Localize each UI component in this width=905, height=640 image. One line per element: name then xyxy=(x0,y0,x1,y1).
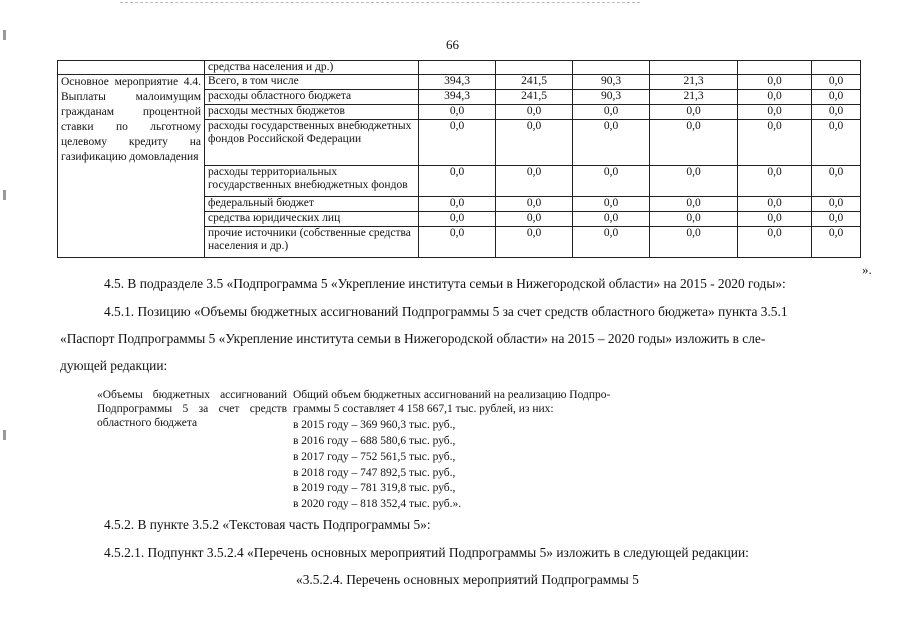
value-cell: 0,0 xyxy=(496,166,573,197)
value-cell: 0,0 xyxy=(573,227,650,258)
value-cell: 0,0 xyxy=(738,90,812,105)
year-line: в 2019 году – 781 319,8 тыс. руб., xyxy=(293,482,456,494)
value-cell: 0,0 xyxy=(650,227,738,258)
value-cell: 0,0 xyxy=(496,227,573,258)
value-cell: 0,0 xyxy=(812,166,861,197)
paragraph-3-5-2-4-heading: «3.5.2.4. Перечень основных мероприятий Подпрограммы 5 xyxy=(296,572,639,587)
funding-table xyxy=(57,60,861,258)
value-cell: 90,3 xyxy=(573,90,650,105)
table-cell xyxy=(812,61,861,75)
value-cell: 0,0 xyxy=(738,212,812,227)
paragraph-4-5-1-line1: 4.5.1. Позицию «Объемы бюджетных ассигнований Подпрограммы 5 за счет средств областного бюджета» пункта 3.5.1 xyxy=(104,304,788,319)
value-cell: 0,0 xyxy=(573,120,650,166)
paragraph-4-5-2-1: 4.5.2.1. Подпункт 3.5.2.4 «Перечень основных мероприятий Подпрограммы 5» изложить в следующей редакции: xyxy=(104,545,749,560)
row-label: средства юридических лиц xyxy=(205,212,419,227)
value-cell: 21,3 xyxy=(650,90,738,105)
row-label: расходы территориальных государственных внебюджетных фондов xyxy=(205,166,419,197)
paragraph-4-5-1-line3: дующей редакции: xyxy=(60,358,168,373)
table-cell xyxy=(496,61,573,75)
closing-quote: ». xyxy=(862,262,872,277)
value-cell: 0,0 xyxy=(738,197,812,212)
value-cell: 0,0 xyxy=(812,212,861,227)
year-line: в 2017 году – 752 561,5 тыс. руб., xyxy=(293,451,456,463)
value-cell: 394,3 xyxy=(419,75,496,90)
table-cell xyxy=(738,61,812,75)
value-cell: 241,5 xyxy=(496,75,573,90)
table-cell: средства населения и др.) xyxy=(205,61,419,75)
year-line: в 2015 году – 369 960,3 тыс. руб., xyxy=(293,419,456,431)
value-cell: 21,3 xyxy=(650,75,738,90)
value-cell: 0,0 xyxy=(650,197,738,212)
paragraph-4-5: 4.5. В подразделе 3.5 «Подпрограмма 5 «Укрепление института семьи в Нижегородской области» на 2015 - 2020 годы»: xyxy=(104,276,786,291)
value-cell: 0,0 xyxy=(738,120,812,166)
year-line: в 2020 году – 818 352,4 тыс. руб.». xyxy=(293,498,462,510)
value-cell: 0,0 xyxy=(496,197,573,212)
passport-right-line1: Общий объем бюджетных ассигнований на реализацию Подпро- xyxy=(293,389,611,401)
value-cell: 0,0 xyxy=(738,105,812,120)
value-cell: 0,0 xyxy=(496,120,573,166)
row-label: прочие источники (собственные средства населения и др.) xyxy=(205,227,419,258)
table-cell xyxy=(573,61,650,75)
top-scan-rule xyxy=(120,2,640,3)
value-cell: 0,0 xyxy=(738,75,812,90)
value-cell: 0,0 xyxy=(812,227,861,258)
year-line: в 2016 году – 688 580,6 тыс. руб., xyxy=(293,435,456,447)
value-cell: 0,0 xyxy=(738,227,812,258)
table-cell xyxy=(650,61,738,75)
row-label: расходы областного бюджета xyxy=(205,90,419,105)
value-cell: 0,0 xyxy=(650,166,738,197)
value-cell: 0,0 xyxy=(419,197,496,212)
value-cell: 0,0 xyxy=(419,212,496,227)
value-cell: 0,0 xyxy=(650,105,738,120)
value-cell: 0,0 xyxy=(812,105,861,120)
row-label: расходы государственных внебюджетных фондов Российской Федерации xyxy=(205,120,419,166)
row-label: федеральный бюджет xyxy=(205,197,419,212)
value-cell: 0,0 xyxy=(812,197,861,212)
table-row xyxy=(58,61,861,75)
value-cell: 0,0 xyxy=(573,105,650,120)
passport-right-line2: граммы 5 составляет 4 158 667,1 тыс. рублей, из них: xyxy=(293,403,554,415)
value-cell: 0,0 xyxy=(812,90,861,105)
value-cell: 394,3 xyxy=(419,90,496,105)
value-cell: 0,0 xyxy=(496,105,573,120)
page-number: 66 xyxy=(446,37,459,52)
measure-name-cell: Основное мероприятие 4.4. Выплаты малоимущим гражданам процентной ставки по льготному целевому кредиту на газификацию домовладения xyxy=(58,75,205,258)
value-cell: 0,0 xyxy=(419,166,496,197)
paragraph-4-5-2: 4.5.2. В пункте 3.5.2 «Текстовая часть Подпрограммы 5»: xyxy=(104,517,431,532)
margin-mark xyxy=(3,430,6,440)
year-line: в 2018 году – 747 892,5 тыс. руб., xyxy=(293,467,456,479)
value-cell: 0,0 xyxy=(573,212,650,227)
value-cell: 0,0 xyxy=(650,120,738,166)
value-cell: 0,0 xyxy=(650,212,738,227)
table-row xyxy=(58,75,861,90)
passport-left-cell: «Объемы бюджетных ассигнований Подпрограммы 5 за счет средств областного бюджета xyxy=(97,389,287,429)
value-cell: 0,0 xyxy=(496,212,573,227)
value-cell: 0,0 xyxy=(419,227,496,258)
row-label: расходы местных бюджетов xyxy=(205,105,419,120)
paragraph-4-5-1-line2: «Паспорт Подпрограммы 5 «Укрепление института семьи в Нижегородской области» на 2015 – 2020 годы» изложить в сле- xyxy=(60,331,766,346)
table-cell xyxy=(58,61,205,75)
value-cell: 0,0 xyxy=(738,166,812,197)
row-label: Всего, в том числе xyxy=(205,75,419,90)
value-cell: 0,0 xyxy=(573,166,650,197)
value-cell: 0,0 xyxy=(812,120,861,166)
margin-mark xyxy=(3,190,6,200)
value-cell: 90,3 xyxy=(573,75,650,90)
table-cell xyxy=(419,61,496,75)
value-cell: 0,0 xyxy=(573,197,650,212)
value-cell: 0,0 xyxy=(419,120,496,166)
value-cell: 0,0 xyxy=(812,75,861,90)
value-cell: 0,0 xyxy=(419,105,496,120)
value-cell: 241,5 xyxy=(496,90,573,105)
